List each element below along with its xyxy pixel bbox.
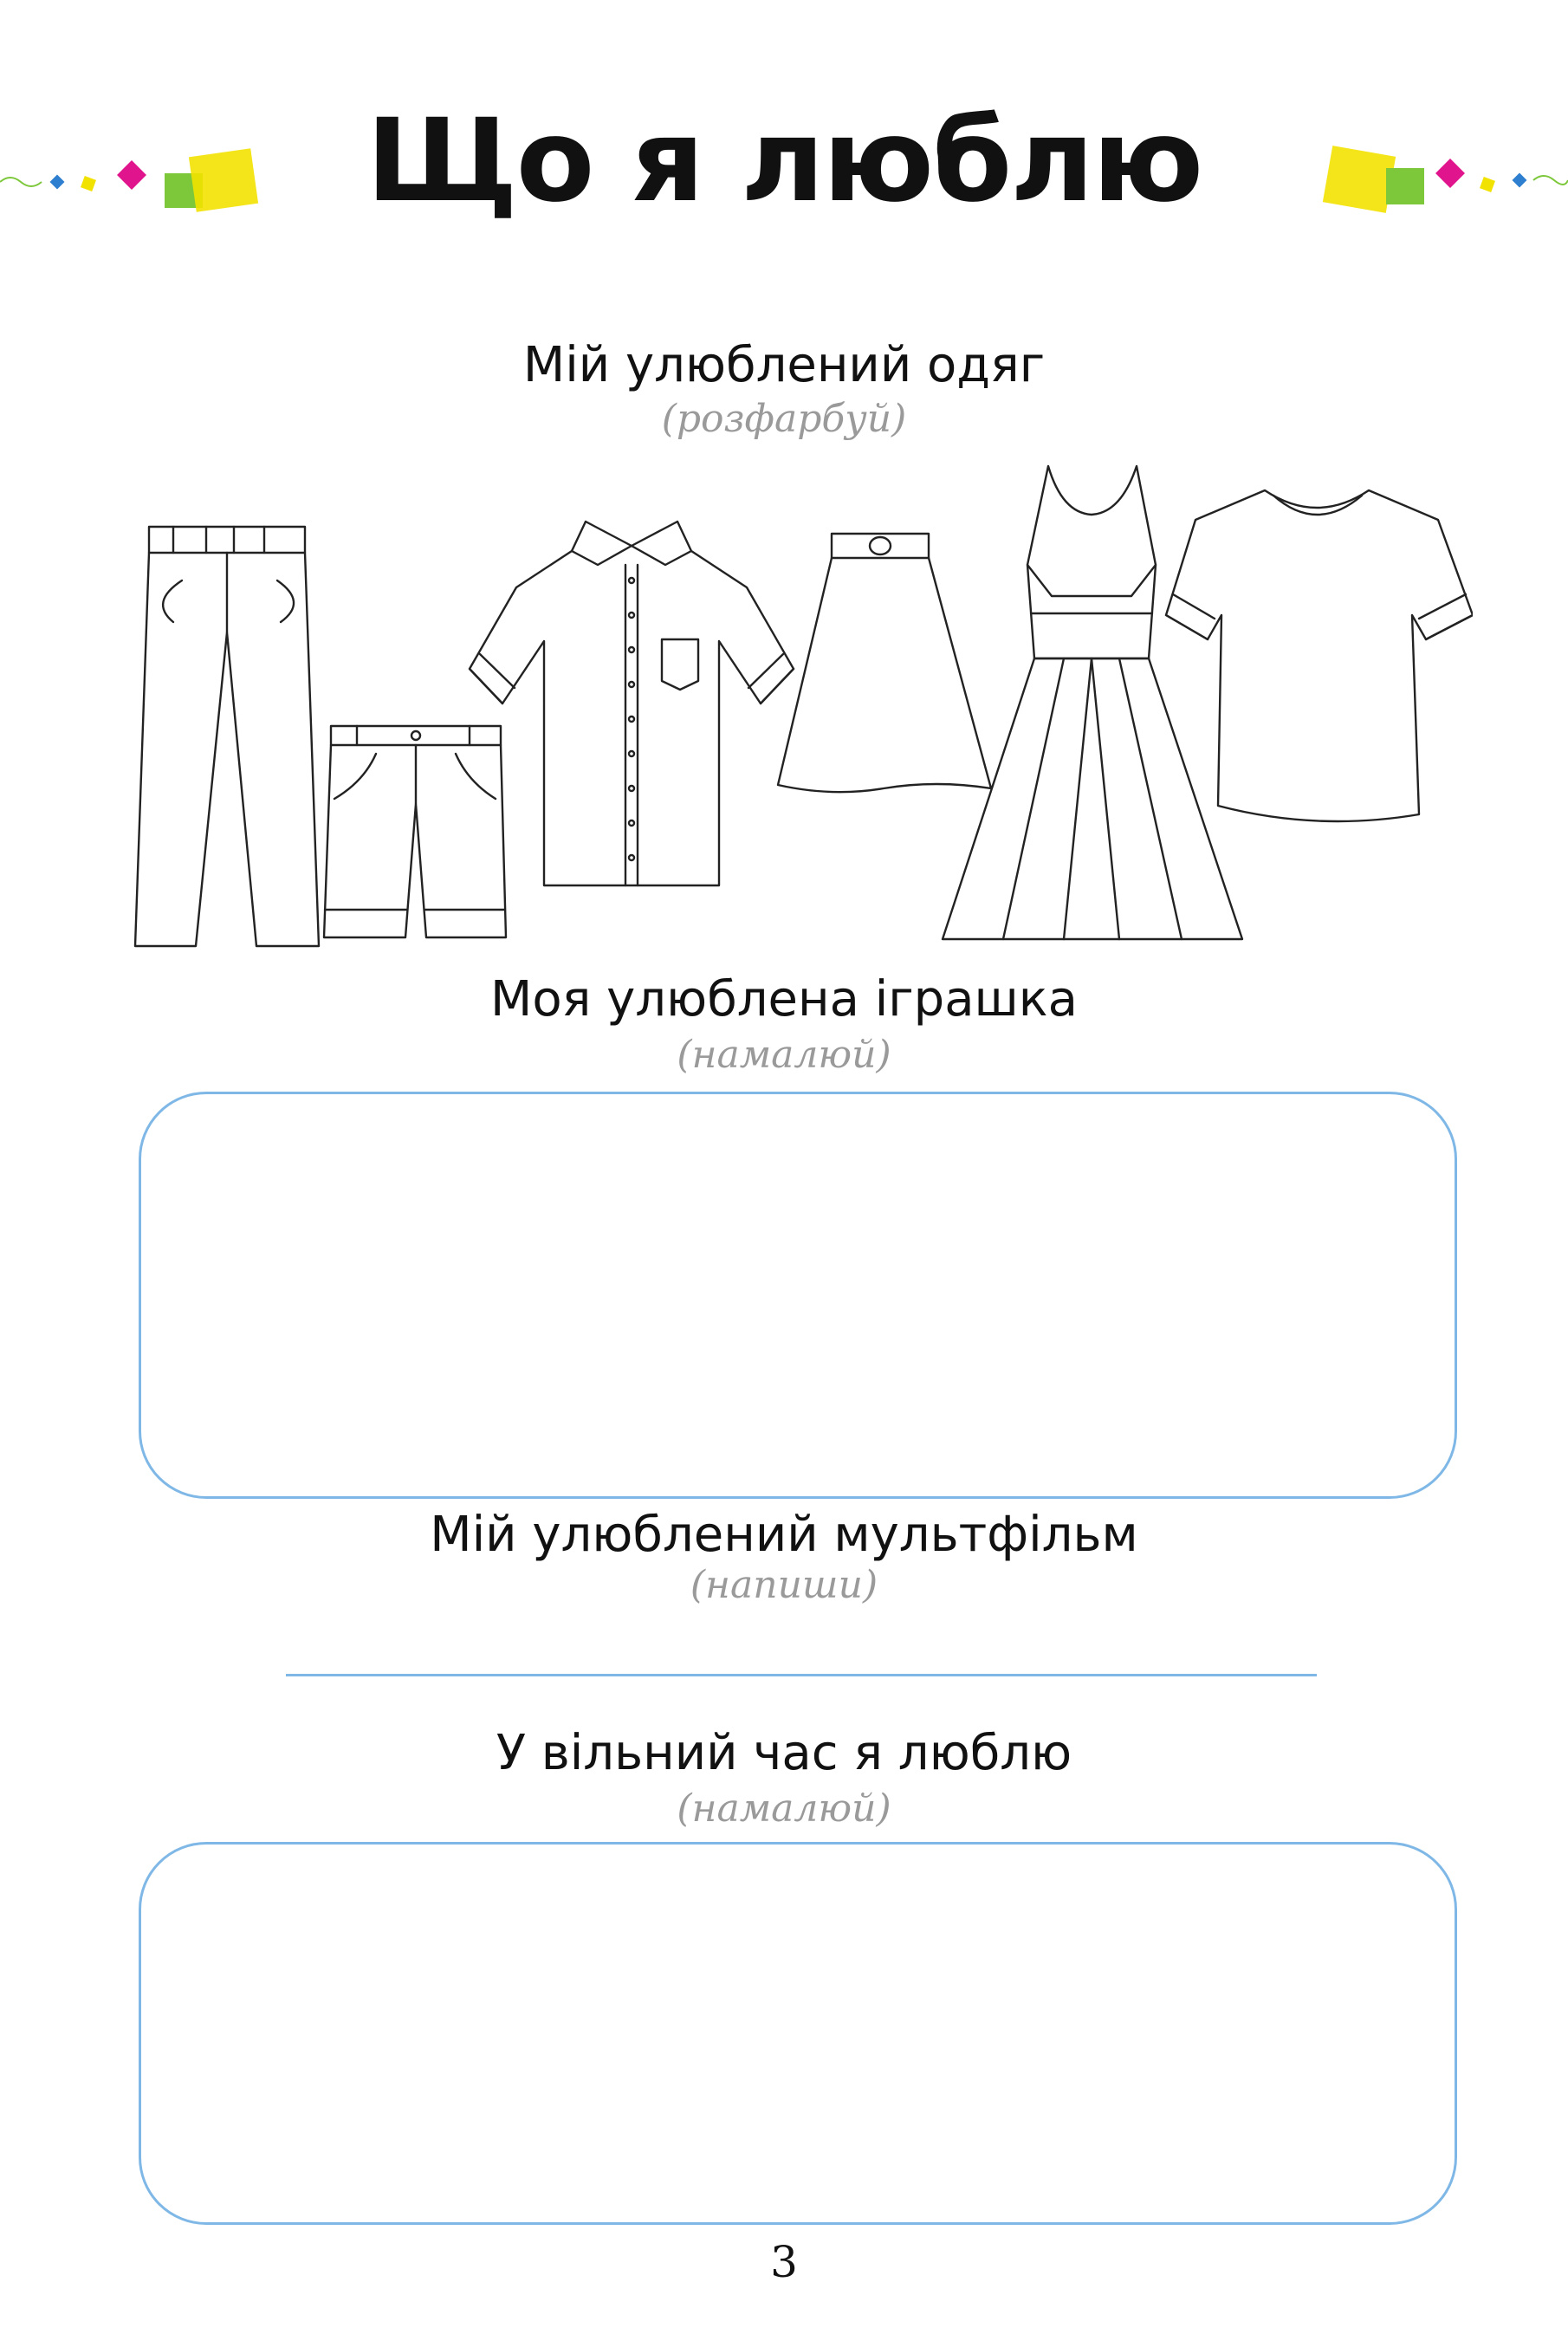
shirt-illustration[interactable] (464, 511, 799, 892)
free-time-hint: (намалюй) (677, 1786, 891, 1831)
free-time-drawing-area[interactable] (139, 1842, 1457, 2225)
tshirt-illustration[interactable] (1161, 485, 1473, 823)
toy-heading: Моя улюблена іграшка (490, 971, 1078, 1028)
toy-hint: (намалюй) (677, 1033, 891, 1077)
free-time-heading: У вільний час я люблю (496, 1725, 1072, 1781)
cartoon-heading: Мій улюблений мультфільм (430, 1507, 1138, 1563)
page-number: 3 (770, 2237, 798, 2287)
toy-drawing-area[interactable] (139, 1092, 1457, 1499)
cartoon-hint: (напиши) (690, 1563, 878, 1607)
cartoon-writing-line[interactable] (286, 1674, 1317, 1676)
trousers-illustration[interactable] (130, 520, 321, 953)
clothes-heading: Мій улюблений одяг (522, 337, 1046, 393)
clothes-hint: (розфарбуй) (661, 397, 907, 441)
page-title: Що я люблю (366, 94, 1202, 228)
